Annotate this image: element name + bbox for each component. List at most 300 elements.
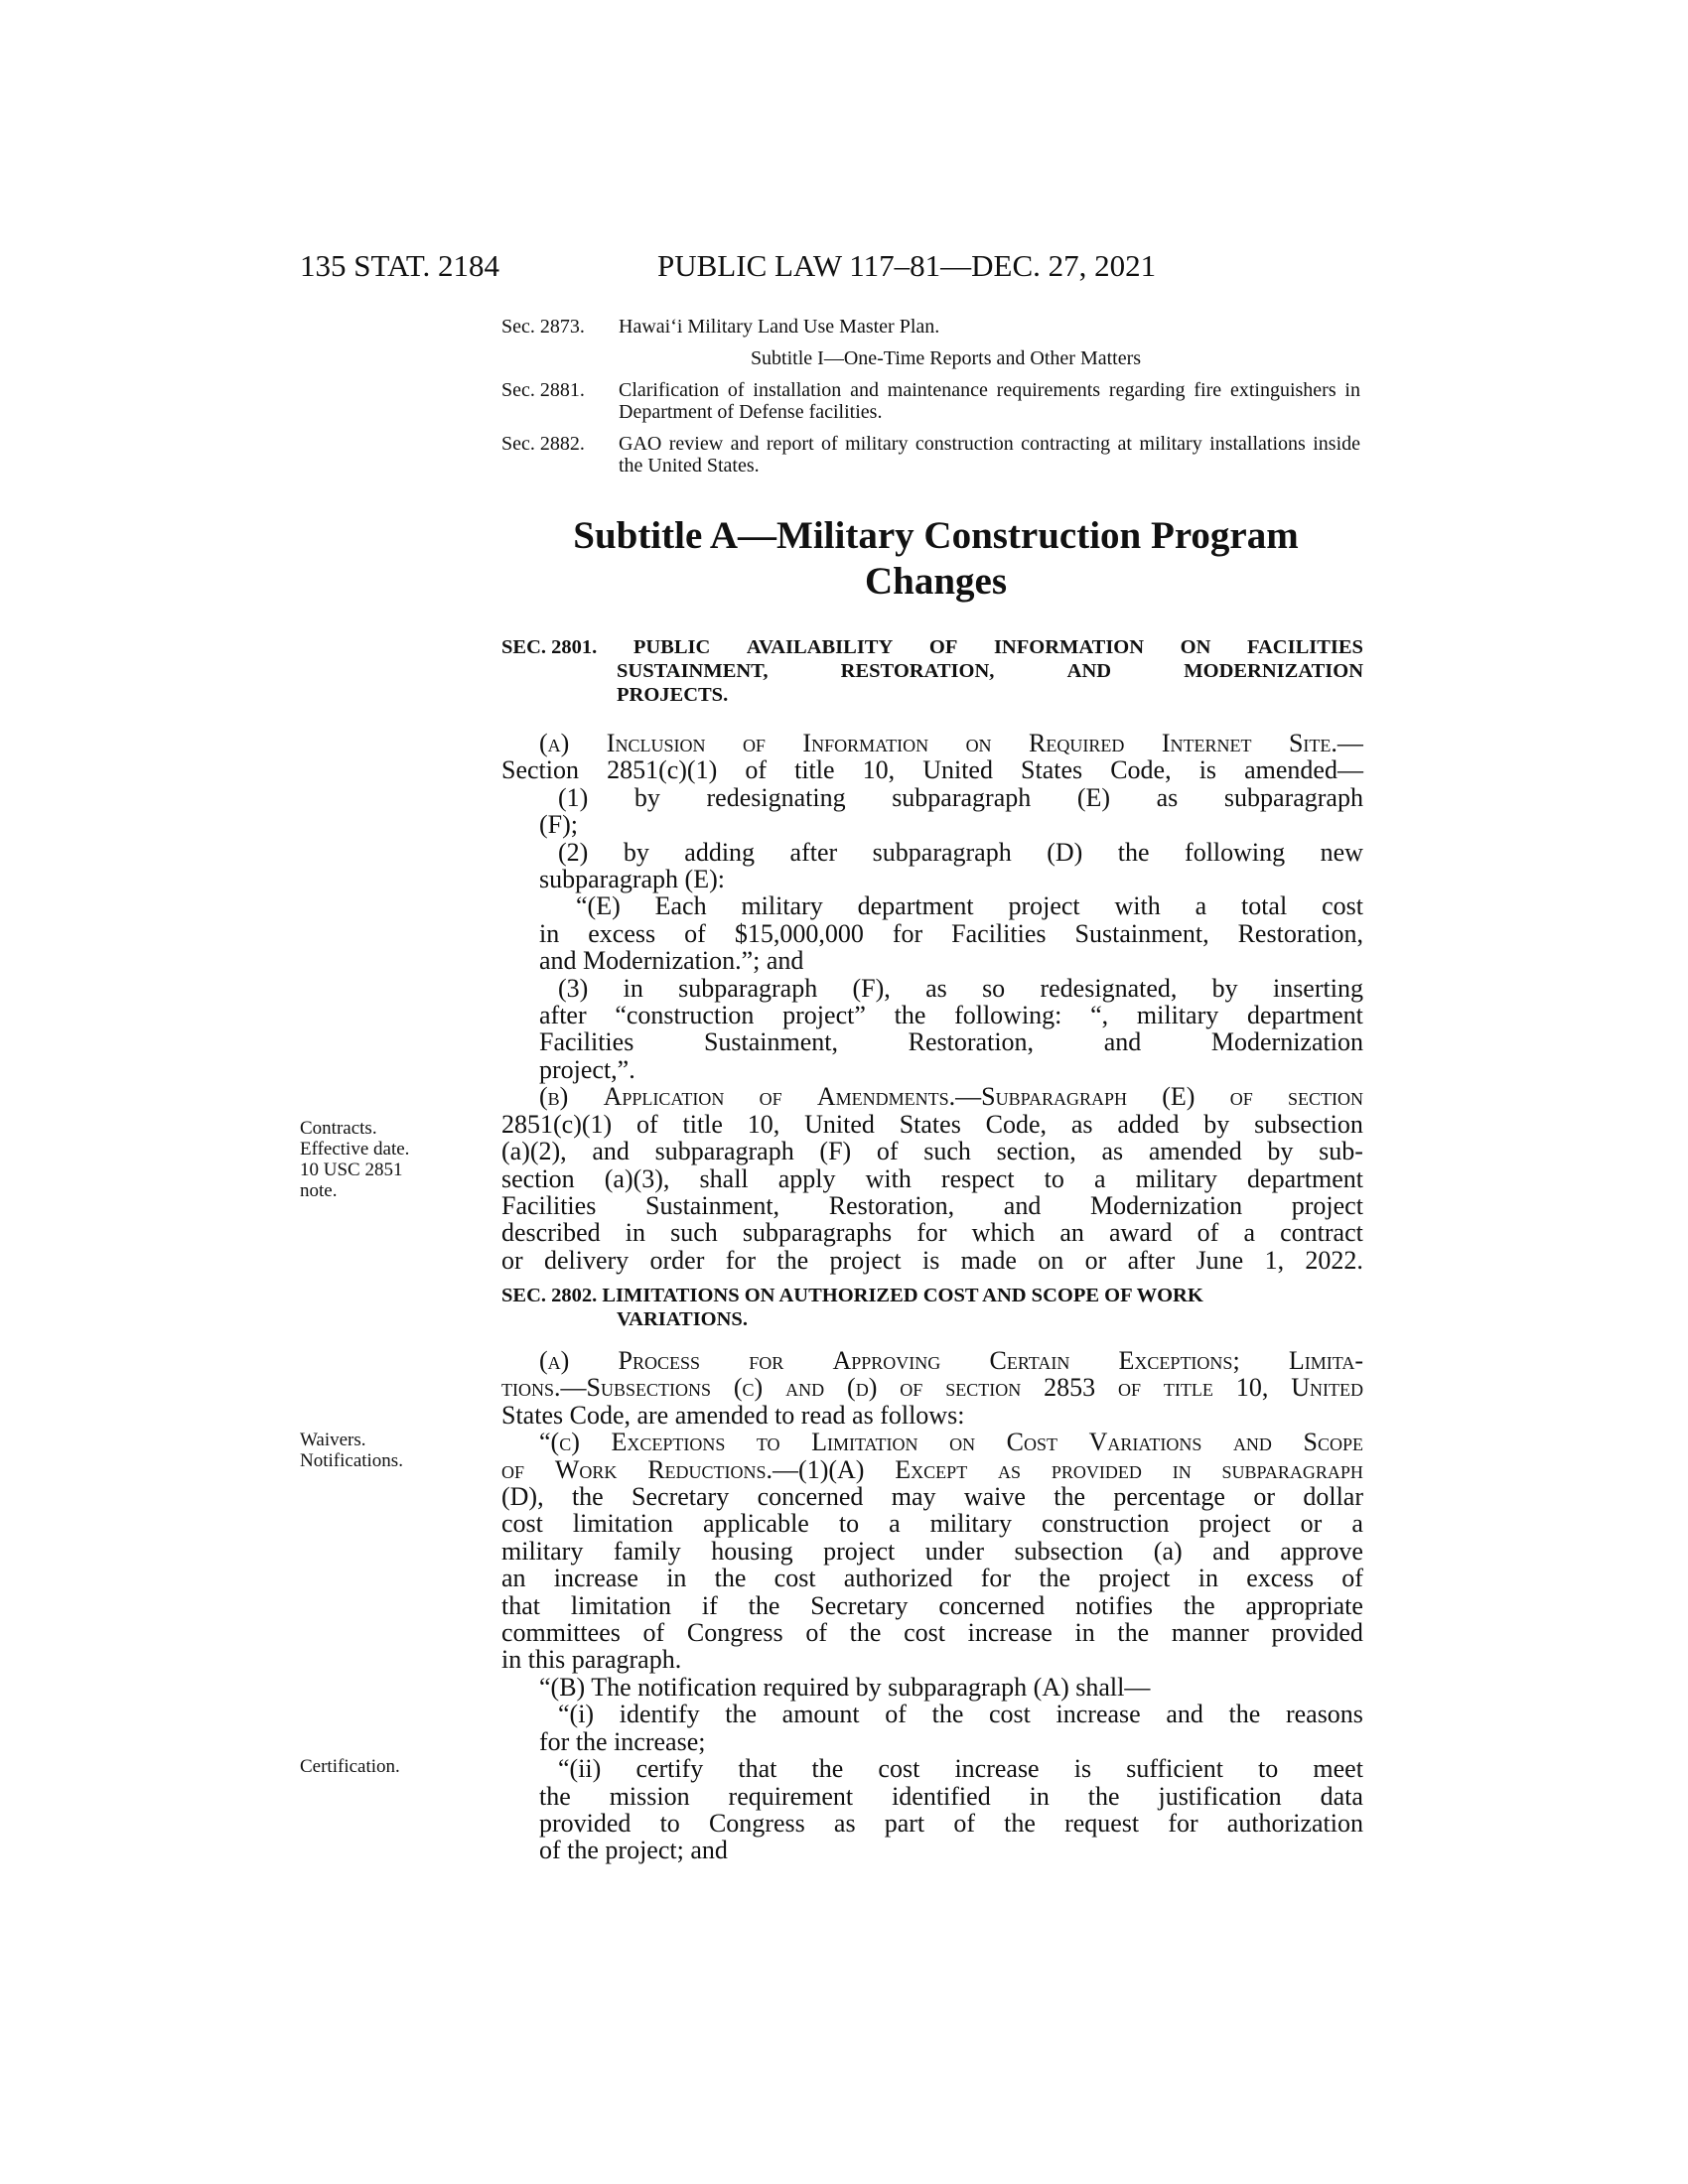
word: military: [929, 1509, 1012, 1539]
text-line: “(B) The notification required by subparagraph (A) shall—: [539, 1672, 1151, 1702]
word: such: [923, 1137, 971, 1166]
text-line: [501, 1701, 1363, 1727]
word: to: [756, 1428, 780, 1457]
word: on: [949, 1428, 976, 1457]
word: amended—: [1244, 755, 1363, 785]
toc-item-number: Sec. 2873.: [501, 316, 585, 338]
word: by: [1267, 1137, 1294, 1166]
word: project: [1291, 1190, 1363, 1220]
word: Modernization: [1210, 1027, 1363, 1057]
word: the: [714, 1564, 747, 1593]
word: Amendments.—Subparagraph: [816, 1082, 1128, 1112]
text-line: [501, 1374, 1363, 1401]
word: by: [633, 782, 660, 812]
text-line: [501, 1429, 1363, 1455]
word: in: [625, 1218, 645, 1248]
word: the: [931, 1700, 964, 1729]
word: certify: [635, 1754, 704, 1784]
text-line: [501, 1810, 1363, 1837]
toc-subtitle-i: Subtitle I—One-Time Reports and Other Matters: [750, 347, 1142, 369]
word: made: [960, 1245, 1017, 1275]
word: military: [741, 891, 823, 921]
word: Facilities: [539, 1027, 634, 1057]
word: Secretary: [810, 1590, 909, 1620]
word: of: [636, 1109, 658, 1139]
word: an: [1059, 1218, 1084, 1248]
word: the: [849, 1618, 882, 1648]
heading-word: SUSTAINMENT,: [617, 660, 769, 682]
word: (1): [558, 782, 589, 812]
word: with: [865, 1163, 912, 1193]
word: for: [725, 1245, 757, 1275]
heading-word: SEC. 2801.: [501, 636, 598, 658]
word: that: [738, 1754, 777, 1784]
word: provided: [539, 1808, 632, 1838]
word: military: [501, 1536, 584, 1566]
word: after: [1127, 1245, 1176, 1275]
word: identified: [892, 1781, 991, 1811]
word: the: [571, 1482, 604, 1512]
word: limitation: [572, 1509, 673, 1539]
heading-word: INFORMATION: [993, 636, 1145, 658]
word: for: [1168, 1808, 1198, 1838]
word: Scope: [1303, 1428, 1363, 1457]
word: Reductions.—(1)(A): [647, 1454, 865, 1484]
sec-2801-heading: [501, 635, 1363, 707]
word: provided: [1271, 1618, 1363, 1648]
word: approve: [1280, 1536, 1363, 1566]
word: as: [1101, 1137, 1124, 1166]
word: an: [501, 1564, 526, 1593]
word: and: [592, 1137, 630, 1166]
heading-word: PUBLIC: [633, 636, 711, 658]
word: housing: [711, 1536, 793, 1566]
word: or: [501, 1245, 523, 1275]
word: subparagraphs: [742, 1218, 893, 1248]
sec-2801-body: [501, 730, 1363, 1274]
heading-line: PROJECTS.: [617, 684, 729, 706]
text-line: [501, 1138, 1363, 1164]
word: Sustainment,: [1074, 918, 1209, 948]
word: data: [1320, 1781, 1363, 1811]
word: and: [1212, 1536, 1250, 1566]
word: manner: [1171, 1618, 1249, 1648]
word: project: [823, 1536, 896, 1566]
word: of: [900, 1373, 923, 1403]
text-line: [501, 1083, 1363, 1110]
word: the: [776, 1245, 809, 1275]
word: described: [501, 1218, 601, 1248]
word: the: [1183, 1590, 1215, 1620]
word: (F),: [852, 973, 891, 1003]
word: notifies: [1075, 1590, 1154, 1620]
word: subsection: [1014, 1536, 1124, 1566]
word: title: [794, 755, 835, 785]
word: as: [833, 1808, 856, 1838]
word: of: [745, 755, 768, 785]
word: Except: [895, 1454, 968, 1484]
text-line: [501, 839, 1363, 866]
word: Application: [603, 1082, 725, 1112]
word: or: [1253, 1482, 1275, 1512]
word: Information: [802, 729, 929, 757]
word: redesignated,: [1040, 973, 1178, 1003]
word: sub-: [1319, 1137, 1363, 1166]
word: (D): [1047, 837, 1083, 867]
heading-line: SEC. 2802. LIMITATIONS ON AUTHORIZED COST AND SCOPE OF WORK: [501, 1285, 1203, 1306]
word: following:: [954, 1001, 1062, 1030]
word: Each: [654, 891, 707, 921]
word: amount: [781, 1700, 860, 1729]
toc-item-text: Clarification of installation and maintenance requirements regarding fire extinguishers in Department of Defense facilities.: [619, 379, 1360, 423]
word: provided: [1051, 1454, 1142, 1484]
word: (F): [819, 1137, 852, 1166]
word: subparagraph: [678, 973, 818, 1003]
word: mission: [609, 1781, 690, 1811]
sec-2802-body: [501, 1347, 1363, 1864]
word: subparagraph: [892, 782, 1032, 812]
text-line: [501, 1002, 1363, 1028]
word: in: [539, 918, 560, 948]
word: award: [1109, 1218, 1173, 1248]
word: cost: [501, 1509, 543, 1539]
text-line: [501, 1219, 1363, 1246]
word: and: [1232, 1428, 1272, 1457]
word: section: [1287, 1082, 1363, 1112]
word: 10,: [862, 755, 896, 785]
margin-note-line: Effective date.: [300, 1139, 410, 1160]
word: title: [682, 1109, 723, 1139]
word: a: [1351, 1509, 1363, 1539]
word: of: [642, 1618, 665, 1648]
word: a: [1093, 1163, 1106, 1193]
toc-item-2873: [501, 316, 1360, 338]
word: that: [501, 1590, 540, 1620]
word: to: [838, 1509, 860, 1539]
heading-word: MODERNIZATION: [1184, 660, 1363, 682]
word: cost: [1322, 891, 1363, 921]
word: for: [980, 1564, 1012, 1593]
margin-note-line: Waivers.: [300, 1430, 366, 1450]
word: (D),: [501, 1482, 544, 1512]
word: authorization: [1226, 1808, 1363, 1838]
word: “(c): [539, 1428, 580, 1457]
word: 2022.: [1305, 1245, 1363, 1275]
word: concerned: [757, 1482, 864, 1512]
word: excess: [1246, 1564, 1315, 1593]
word: in: [1197, 1564, 1218, 1593]
word: department: [1247, 1163, 1363, 1193]
toc-item-text: GAO review and report of military construction contracting at military installations inside the United States.: [619, 433, 1360, 477]
word: Restoration,: [828, 1190, 955, 1220]
subtitle-a-line2: Changes: [864, 560, 1008, 603]
word: subparagraph: [1221, 1454, 1363, 1484]
margin-note-line: Contracts.: [300, 1118, 377, 1139]
word: Restoration,: [1237, 918, 1363, 948]
word: title: [1163, 1373, 1213, 1403]
text-line: States Code, are amended to read as follows:: [501, 1400, 965, 1430]
word: project: [1198, 1509, 1271, 1539]
text-line: [501, 784, 1363, 811]
text-line: [501, 892, 1363, 919]
word: to: [1258, 1754, 1279, 1784]
word: project: [1008, 891, 1080, 921]
word: “(ii): [558, 1754, 602, 1784]
word: with: [1114, 891, 1161, 921]
word: a: [1243, 1218, 1255, 1248]
word: the: [539, 1781, 571, 1811]
word: (a): [539, 729, 570, 757]
word: of: [1118, 1373, 1142, 1403]
text-line: [501, 730, 1363, 756]
word: is: [1073, 1754, 1092, 1784]
word: and: [1166, 1700, 1203, 1729]
word: increase: [1055, 1700, 1141, 1729]
word: for: [892, 918, 923, 948]
word: inserting: [1272, 973, 1363, 1003]
word: is: [1198, 755, 1217, 785]
word: (E): [1162, 1082, 1196, 1112]
word: 10,: [1235, 1373, 1269, 1403]
word: section,: [996, 1137, 1076, 1166]
word: cost: [904, 1618, 945, 1648]
text-line: [501, 1483, 1363, 1510]
word: by: [1211, 973, 1238, 1003]
word: Sustainment,: [645, 1190, 780, 1220]
word: Modernization: [1090, 1190, 1243, 1220]
word: Exceptions;: [1118, 1346, 1240, 1375]
word: and: [1103, 1027, 1142, 1057]
text-line: and Modernization.”; and: [539, 946, 804, 976]
text-line: [501, 1247, 1363, 1274]
word: of: [501, 1454, 525, 1484]
word: respect: [940, 1163, 1015, 1193]
margin-note-line: note.: [300, 1180, 338, 1201]
word: $15,000,000: [734, 918, 864, 948]
heading-line: VARIATIONS.: [617, 1308, 748, 1330]
word: a: [1195, 891, 1207, 921]
word: Facilities: [951, 918, 1047, 948]
word: the: [1117, 1618, 1150, 1648]
word: request: [1064, 1808, 1140, 1838]
text-line: (F);: [539, 810, 578, 840]
word: Congress: [708, 1808, 805, 1838]
word: the: [894, 1001, 926, 1030]
margin-note-line: Notifications.: [300, 1450, 403, 1471]
text-line: [501, 1192, 1363, 1219]
margin-note-waivers: [300, 1430, 403, 1471]
word: Section: [501, 755, 579, 785]
word: committees: [501, 1618, 621, 1648]
word: or: [1084, 1245, 1107, 1275]
word: the: [1004, 1808, 1036, 1838]
word: (a)(2),: [501, 1137, 567, 1166]
heading-line: [501, 659, 1363, 683]
table-of-contents: [501, 316, 1360, 486]
word: “(i): [558, 1700, 595, 1729]
word: family: [613, 1536, 681, 1566]
heading-word: OF: [928, 636, 958, 658]
word: cost: [878, 1754, 920, 1784]
text-line: [501, 756, 1363, 783]
word: on: [965, 729, 992, 757]
text-line: project,”.: [539, 1054, 635, 1084]
word: in: [1029, 1781, 1050, 1811]
word: justification: [1158, 1781, 1282, 1811]
word: States: [1021, 755, 1083, 785]
word: the: [748, 1590, 780, 1620]
word: subparagraph: [1223, 782, 1363, 812]
text-line: [501, 1538, 1363, 1565]
text-line: [501, 920, 1363, 947]
word: project”: [782, 1001, 866, 1030]
toc-item-number: Sec. 2881.: [501, 379, 585, 401]
word: Congress: [686, 1618, 783, 1648]
word: dollar: [1303, 1482, 1363, 1512]
word: to: [1044, 1163, 1064, 1193]
word: so: [982, 973, 1006, 1003]
word: of: [1229, 1082, 1253, 1112]
text-line: in this paragraph.: [501, 1645, 682, 1675]
word: limitation: [570, 1590, 671, 1620]
word: 1,: [1264, 1245, 1285, 1275]
word: of: [885, 1700, 907, 1729]
word: subparagraph: [654, 1137, 794, 1166]
word: June: [1196, 1245, 1244, 1275]
word: apply: [777, 1163, 836, 1193]
word: of: [805, 1618, 827, 1648]
word: “(E): [576, 891, 621, 921]
word: United: [1291, 1373, 1363, 1403]
word: as: [1156, 782, 1179, 812]
word: (a): [539, 1346, 570, 1375]
sec-2802-heading: [501, 1284, 1363, 1331]
word: which: [971, 1218, 1036, 1248]
word: for: [916, 1218, 947, 1248]
word: excess: [588, 918, 656, 948]
margin-note-certification: Certification.: [300, 1756, 400, 1777]
word: by: [623, 837, 649, 867]
word: 2851(c)(1): [607, 755, 718, 785]
word: amended: [1148, 1137, 1242, 1166]
word: project: [829, 1245, 902, 1275]
word: (b): [539, 1082, 569, 1112]
word: increase: [967, 1618, 1053, 1648]
text-line: [501, 1755, 1363, 1782]
word: the: [1087, 1781, 1120, 1811]
word: 10,: [747, 1109, 780, 1139]
word: construction: [1041, 1509, 1170, 1539]
word: sufficient: [1126, 1754, 1223, 1784]
word: “construction: [615, 1001, 755, 1030]
heading-word: AVAILABILITY: [746, 636, 894, 658]
word: a: [889, 1509, 901, 1539]
word: on: [1038, 1245, 1064, 1275]
page-header: [0, 248, 1688, 288]
stat-page-number: 135 STAT. 2184: [300, 248, 500, 283]
word: section: [501, 1163, 575, 1193]
word: Restoration,: [908, 1027, 1035, 1057]
word: (c): [733, 1373, 764, 1403]
word: Code,: [985, 1109, 1048, 1139]
word: and: [785, 1373, 825, 1403]
word: cost: [774, 1564, 816, 1593]
word: Certain: [989, 1346, 1070, 1375]
word: Inclusion: [606, 729, 706, 757]
heading-word: RESTORATION,: [840, 660, 995, 682]
word: increase: [553, 1564, 638, 1593]
word: (d): [847, 1373, 878, 1403]
word: appropriate: [1245, 1590, 1363, 1620]
text-line: [501, 1456, 1363, 1483]
word: the: [725, 1700, 758, 1729]
word: the: [1054, 1482, 1086, 1512]
word: Internet: [1161, 729, 1252, 757]
word: subsection: [1254, 1109, 1363, 1139]
margin-note-line: 10 USC 2851: [300, 1160, 403, 1180]
word: project: [1098, 1564, 1171, 1593]
word: Approving: [832, 1346, 941, 1375]
word: of: [1196, 1218, 1219, 1248]
word: military: [1136, 1001, 1219, 1030]
word: as: [925, 973, 947, 1003]
word: for: [749, 1346, 784, 1375]
word: if: [701, 1590, 718, 1620]
word: meet: [1313, 1754, 1363, 1784]
word: reasons: [1285, 1700, 1363, 1729]
word: redesignating: [706, 782, 846, 812]
word: of: [759, 1082, 782, 1112]
word: in: [1172, 1454, 1192, 1484]
heading-word: AND: [1066, 660, 1112, 682]
word: percentage: [1113, 1482, 1225, 1512]
word: of: [684, 918, 706, 948]
word: department: [1246, 1001, 1363, 1030]
word: United: [922, 755, 993, 785]
word: total: [1240, 891, 1288, 921]
toc-item-number: Sec. 2882.: [501, 433, 585, 455]
word: Limitation: [811, 1428, 918, 1457]
word: identify: [619, 1700, 700, 1729]
text-line: [501, 1028, 1363, 1055]
word: of: [876, 1137, 899, 1166]
toc-item-text: Hawai‘i Military Land Use Master Plan.: [619, 316, 940, 338]
word: “,: [1090, 1001, 1109, 1030]
word: in: [666, 1564, 687, 1593]
heading-word: ON: [1180, 636, 1211, 658]
word: (E): [1076, 782, 1111, 812]
word: such: [670, 1218, 718, 1248]
word: by: [1203, 1109, 1230, 1139]
word: (a)(3),: [604, 1163, 670, 1193]
word: under: [924, 1536, 984, 1566]
word: requirement: [728, 1781, 854, 1811]
word: 2851(c)(1): [501, 1109, 613, 1139]
word: authorized: [843, 1564, 953, 1593]
word: in: [623, 973, 643, 1003]
word: increase: [954, 1754, 1040, 1784]
text-line: [501, 1783, 1363, 1810]
word: department: [857, 891, 974, 921]
word: Secretary: [632, 1482, 730, 1512]
word: part: [884, 1808, 925, 1838]
word: the: [1117, 837, 1150, 867]
subtitle-a-heading: [487, 513, 1385, 605]
word: of: [953, 1808, 975, 1838]
text-line: [501, 1592, 1363, 1619]
text-line: [501, 975, 1363, 1002]
word: tions.—Subsections: [501, 1373, 711, 1403]
